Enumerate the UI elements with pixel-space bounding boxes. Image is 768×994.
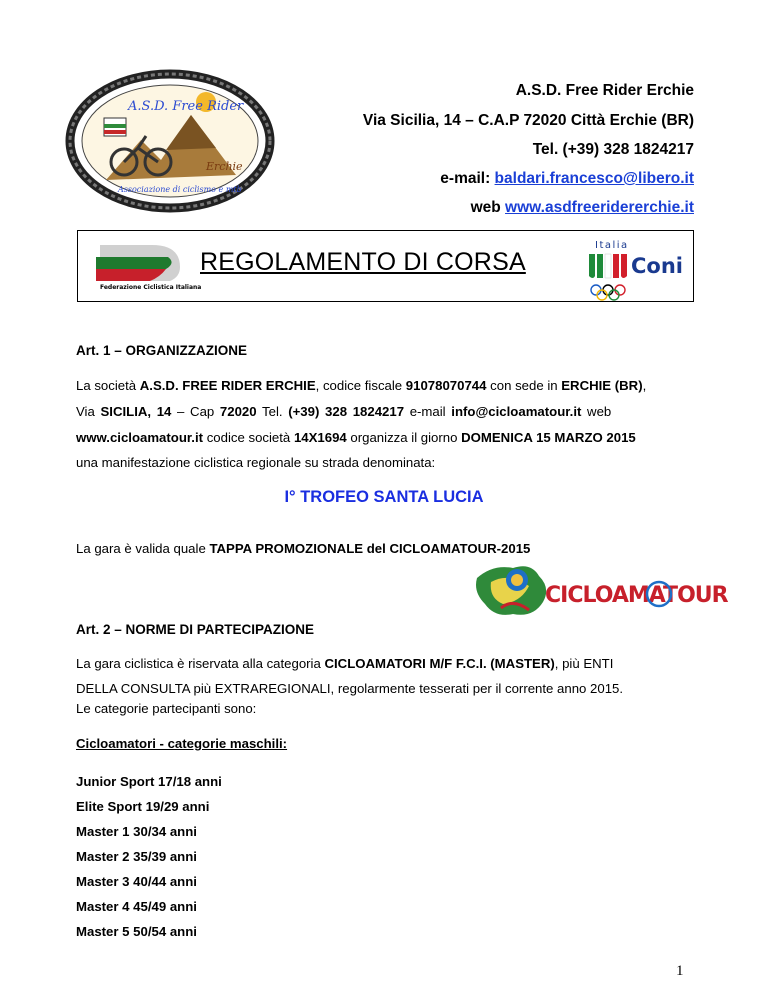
- free-rider-logo: [66, 70, 276, 212]
- art2-heading: Art. 2 – NORME DI PARTECIPAZIONE: [76, 622, 315, 637]
- svg-text:Erchie: Erchie: [206, 160, 243, 173]
- art1-heading: Art. 1 – ORGANIZZAZIONE: [76, 343, 248, 358]
- category-item: Master 5 50/54 anni: [76, 924, 197, 939]
- art1-line-1: La società A.S.D. FREE RIDER ERCHIE, codice fiscale 91078070744 con sede in ERCHIE (BR),: [76, 378, 647, 393]
- cicloamatour-logo: [473, 558, 728, 624]
- art2-line-1: La gara ciclistica è riservata alla categoria CICLOAMATORI M/F F.C.I. (MASTER), più ENTI: [76, 656, 614, 671]
- svg-text:CICLOAMATOUR: CICLOAMATOUR: [545, 583, 728, 608]
- svg-text:Coni: Coni: [631, 254, 683, 278]
- svg-text:Federazione Ciclistica Italian: Federazione Ciclistica Italiana: [100, 284, 202, 291]
- coni-logo: [583, 236, 691, 300]
- fci-logo: [90, 237, 202, 295]
- category-item: Junior Sport 17/18 anni: [76, 774, 222, 789]
- category-item: Master 2 35/39 anni: [76, 849, 197, 864]
- svg-text:Associazione di ciclismo e mtb: Associazione di ciclismo e mtb: [118, 185, 242, 194]
- category-item: Master 3 40/44 anni: [76, 874, 197, 889]
- valid-line: La gara è valida quale TAPPA PROMOZIONALE del CICLOAMATOUR-2015: [76, 541, 531, 556]
- banner-title: REGOLAMENTO DI CORSA: [200, 248, 526, 276]
- org-email-line: [440, 170, 694, 188]
- event-title: I° TROFEO SANTA LUCIA: [284, 488, 484, 506]
- web-link[interactable]: www.asdfreeridererchie.it: [505, 199, 694, 216]
- art1-line-4: una manifestazione ciclistica regionale su strada denominata:: [76, 455, 436, 470]
- category-item: Master 4 45/49 anni: [76, 899, 197, 914]
- art2-subheading: Cicloamatori - categorie maschili:: [76, 736, 288, 751]
- org-name: A.S.D. Free Rider Erchie: [515, 82, 694, 99]
- org-web-line: [471, 199, 694, 217]
- email-label: e-mail:: [440, 170, 495, 187]
- org-address: Via Sicilia, 14 – C.A.P 72020 Città Erchie (BR): [362, 112, 694, 129]
- category-item: Elite Sport 19/29 anni: [76, 799, 210, 814]
- page-number: 1: [676, 963, 684, 979]
- art1-line-2: Via SICILIA, 14 – Cap 72020 Tel. (+39) 328 1824217 e-mail info@cicloamatour.it web: [76, 404, 612, 419]
- category-item: Master 1 30/34 anni: [76, 824, 197, 839]
- art2-line-2: DELLA CONSULTA più EXTRAREGIONALI, regolarmente tesserati per il corrente anno 2015.: [76, 681, 624, 696]
- email-link[interactable]: baldari.francesco@libero.it: [494, 170, 694, 187]
- art1-line-3: www.cicloamatour.it codice società 14X1694 organizza il giorno DOMENICA 15 MARZO 2015: [76, 430, 636, 445]
- org-tel: Tel. (+39) 328 1824217: [532, 141, 694, 158]
- web-label: web: [470, 199, 506, 216]
- art2-line-3: Le categorie partecipanti sono:: [76, 701, 257, 716]
- svg-text:Italia: Italia: [595, 240, 629, 251]
- logo-text-asd: A.S.D. Free Rider: [128, 99, 244, 114]
